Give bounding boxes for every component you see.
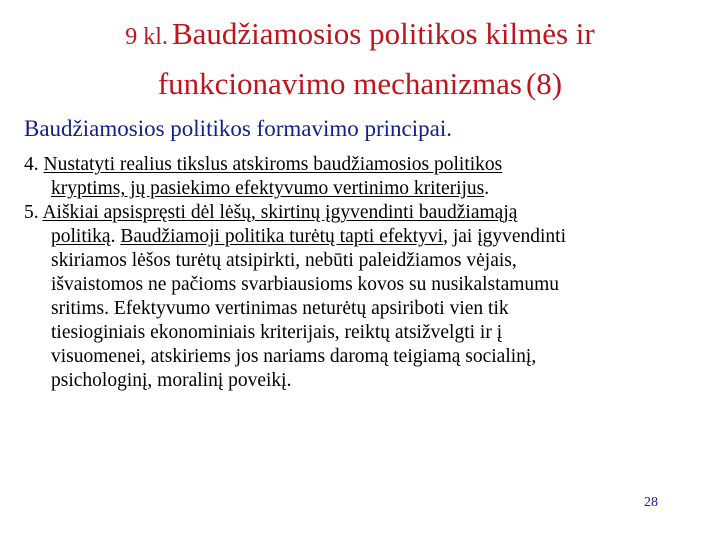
item-line: sritims. Efektyvumo vertinimas neturėtų apsiriboti vien tik <box>51 298 509 319</box>
underlined-text: Baudžiamoji politika turėtų tapti efektyvi <box>120 226 444 247</box>
underlined-text: Nustatyti realius tikslus atskiroms baudžiamosios politikos <box>43 154 503 175</box>
item-line <box>24 177 696 201</box>
item-line <box>24 201 696 225</box>
list-item-5 <box>24 201 696 393</box>
item-line: psichologinį, moralinį poveikį. <box>51 370 292 391</box>
item-line <box>24 153 696 177</box>
underlined-text: politiką <box>51 226 111 247</box>
item-text: , jai įgyvendinti <box>443 226 567 247</box>
title-line-2 <box>20 62 700 112</box>
title-number: (8) <box>525 66 563 101</box>
item-line: tiesioginiais ekonominiais kriterijais, reiktų atsižvelgti ir į <box>51 322 503 343</box>
title-grade: 9 kl. <box>125 24 168 50</box>
item-text: . <box>484 178 490 199</box>
page-number: 28 <box>644 495 658 510</box>
section-subtitle: Baudžiamosios politikos formavimo principai. <box>24 116 452 141</box>
item-number: 4. <box>24 154 44 175</box>
principles-list <box>24 153 696 393</box>
item-text: . <box>110 226 121 247</box>
underlined-text: Aiškiai apsispręsti dėl lėšų, skirtinų įgyvendinti baudžiamąją <box>42 202 518 223</box>
item-line: visuomenei, atskiriems jos nariams daromą teigiamą socialinį, <box>51 346 537 367</box>
title-main-part1: Baudžiamosios politikos kilmės ir <box>171 16 595 51</box>
item-line: skiriamos lėšos turėtų atsipirkti, nebūti paleidžiamos vėjais, <box>51 250 517 271</box>
list-item-4 <box>24 153 696 201</box>
underlined-text: kryptims, jų pasiekimo efektyvumo vertinimo kriterijus <box>51 178 485 199</box>
slide-title <box>20 12 700 112</box>
item-line <box>24 225 696 249</box>
item-number: 5. <box>24 202 43 223</box>
title-line-1 <box>20 12 700 62</box>
title-main-part2: funkcionavimo mechanizmas <box>157 66 522 101</box>
item-line: išvaistomos ne pačioms svarbiausioms kovos su nusikalstamumu <box>51 274 560 295</box>
